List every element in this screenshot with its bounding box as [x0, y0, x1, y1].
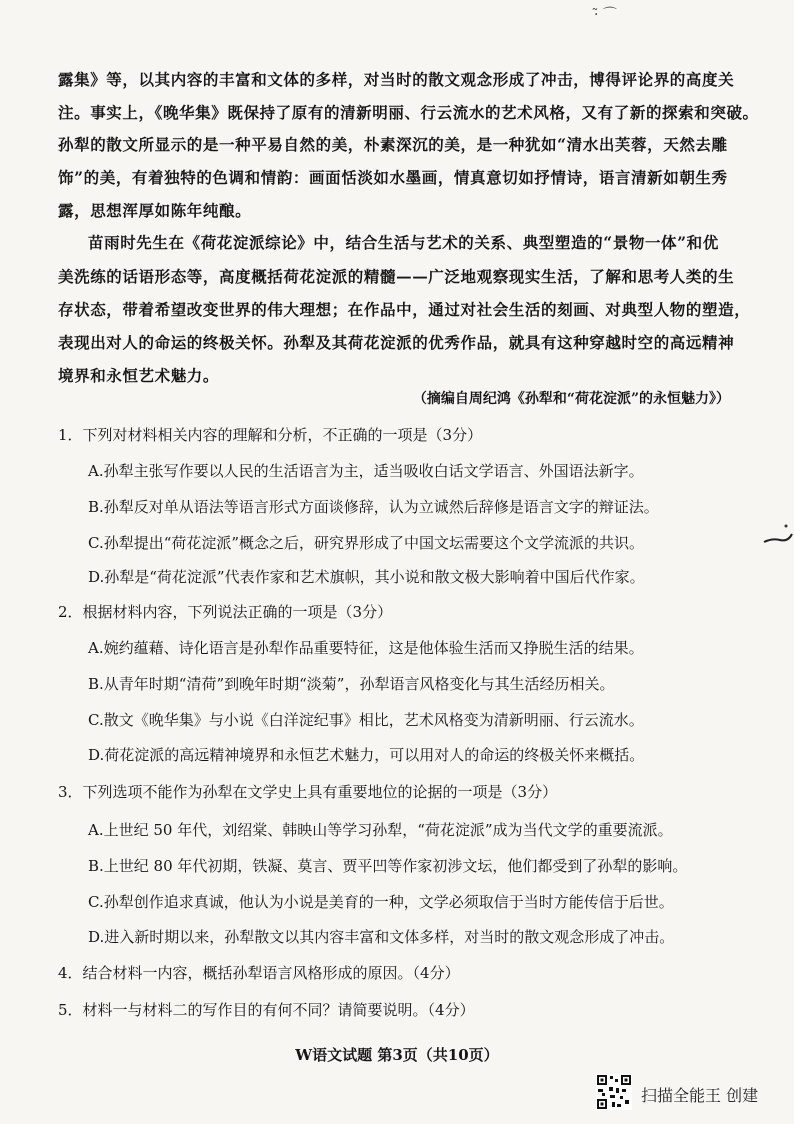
scan-mark: ·̃ ⌒	[594, 7, 617, 23]
question-2-option-d: D.荷花淀派的高远精神境界和永恒艺术魅力，可以用对人的命运的终极关怀来概括。	[88, 746, 645, 764]
question-3-option-a: A.上世纪 50 年代，刘绍棠、韩映山等学习孙犁，“荷花淀派”成为当代文学的重要流派。	[88, 821, 673, 839]
paragraph-line: 苗雨时先生在《荷花淀派综论》中，结合生活与艺术的关系、典型塑造的“景物一体”和优	[88, 233, 719, 252]
paragraph-line: 孙犁的散文所显示的是一种平易自然的美，朴素深沉的美，是一种犹如“清水出芙蓉，天然去雕	[58, 135, 728, 154]
question-1-option-a: A.孙犁主张写作要以人民的生活语言为主，适当吸收白话文学语言、外国语法新字。	[88, 462, 644, 480]
question-3-option-d: D.进入新时期以来，孙犁散文以其内容丰富和文体多样，对当时的散文观念形成了冲击。	[88, 928, 675, 946]
paragraph-line: 美洗练的话语形态等，高度概括荷花淀派的精髓——广泛地观察现实生活，了解和思考人类的生	[58, 267, 735, 286]
question-2-stem: 2．根据材料内容，下列说法正确的一项是（3分）	[58, 603, 393, 621]
question-1-option-b: B.孙犁反对单从语法等语言形式方面谈修辞，认为立诚然后辞修是语言文字的辩证法。	[88, 498, 659, 516]
paragraph-line: 露，思想浑厚如陈年纯酿。	[58, 201, 252, 220]
paragraph-line: 注。事实上，《晚华集》既保持了原有的清新明丽、行云流水的艺术风格，又有了新的探索和突破。	[58, 103, 759, 122]
paragraph-line: 表现出对人的命运的终极关怀。孙犁及其荷花淀派的优秀作品，就具有这种穿越时空的高远精神	[58, 333, 735, 352]
page-footer: W语文试题 第3页（共10页）	[295, 1046, 499, 1064]
question-1-stem: 1．下列对材料相关内容的理解和分析，不正确的一项是（3分）	[58, 426, 483, 444]
question-1-option-d: D.孙犁是“荷花淀派”代表作家和艺术旗帜，其小说和散文极大影响着中国后代作家。	[88, 568, 645, 586]
ink-smudge-icon	[762, 520, 794, 550]
question-3-option-b: B.上世纪 80 年代初期，铁凝、莫言、贾平凹等作家初涉文坛，他们都受到了孙犁的影响。	[88, 857, 688, 875]
question-2-option-b: B.从青年时期“清荷”到晚年时期“淡菊”，孙犁语言风格变化与其生活经历相关。	[88, 675, 615, 693]
paragraph-line: 境界和永恒艺术魅力。	[58, 366, 220, 385]
question-4-stem: 4．结合材料一内容，概括孙犁语言风格形成的原因。（4分）	[58, 964, 460, 982]
scanner-watermark: 扫描全能王 创建	[641, 1086, 759, 1105]
question-2-option-c: C.散文《晚华集》与小说《白洋淀纪事》相比，艺术风格变为清新明丽、行云流水。	[88, 711, 644, 729]
source-citation: （摘编自周纪鸿《孙犁和“荷花淀派”的永恒魅力》）	[412, 391, 730, 407]
paragraph-line: 存状态，带着希望改变世界的伟大理想；在作品中，通过对社会生活的刻画、对典型人物的塑造，	[58, 300, 751, 319]
question-2-option-a: A.婉约蕴藉、诗化语言是孙犁作品重要特征，这是他体验生活而又挣脱生活的结果。	[88, 639, 644, 657]
question-5-stem: 5．材料一与材料二的写作目的有何不同？请简要说明。（4分）	[58, 1001, 475, 1019]
question-3-stem: 3．下列选项不能作为孙犁在文学史上具有重要地位的论据的一项是（3分）	[58, 783, 558, 801]
paragraph-line: 饰”的美，有着独特的色调和情韵：画面恬淡如水墨画，情真意切如抒情诗，语言清新如朝生秀	[58, 168, 728, 187]
qr-code-icon	[596, 1074, 632, 1110]
question-1-option-c: C.孙犁提出“荷花淀派”概念之后，研究界形成了中国文坛需要这个文学流派的共识。	[88, 534, 645, 552]
paragraph-line: 露集》等，以其内容的丰富和文体的多样，对当时的散文观念形成了冲击，博得评论界的高度关	[58, 70, 735, 89]
question-3-option-c: C.孙犁创作追求真诚，他认为小说是美育的一种，文学必须取信于当时方能传信于后世。	[88, 893, 674, 911]
